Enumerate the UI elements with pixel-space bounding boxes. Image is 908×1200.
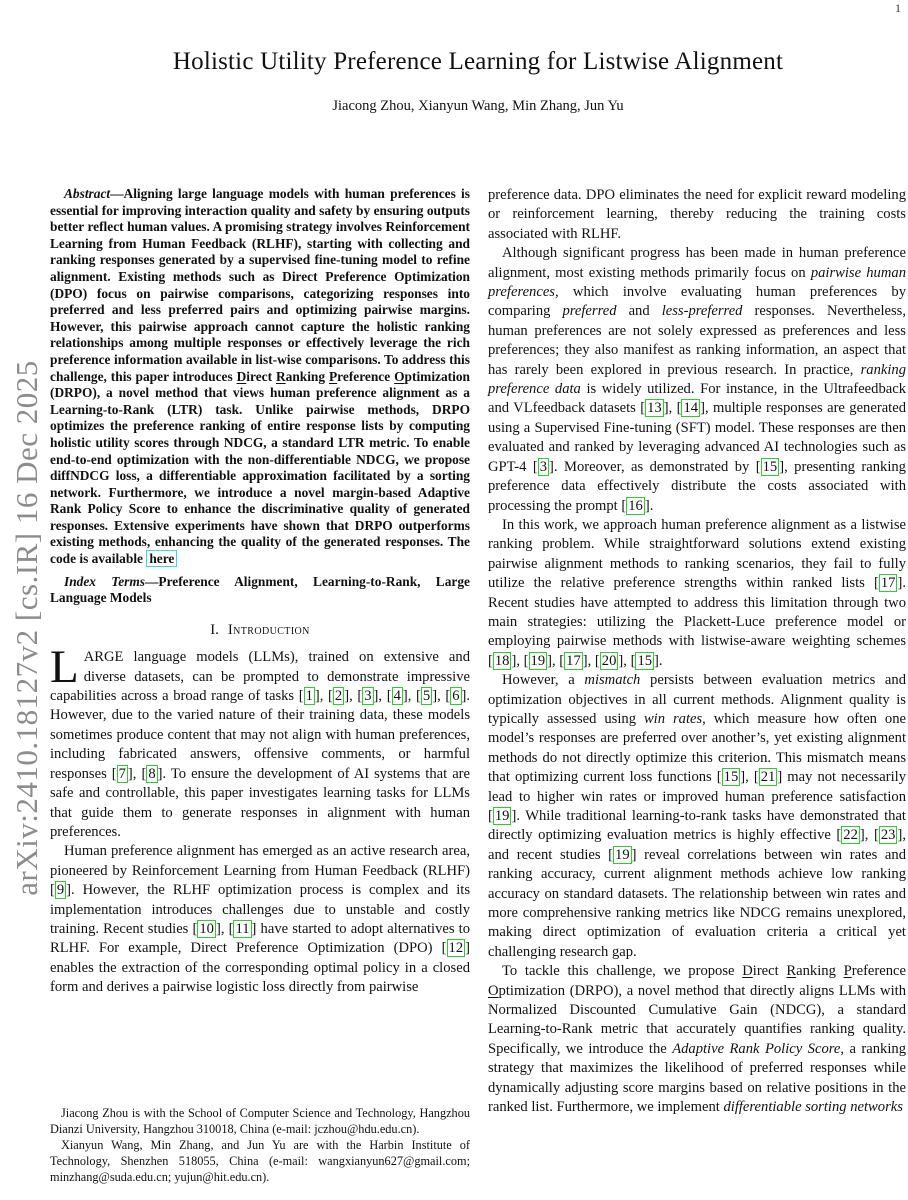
body-paragraph: In this work, we approach human preference alignment as a listwise ranking problem. While straightforward solutions extend existing pairwise alignment methods to ranking scenarios, they fail to fully utilize the relative preference strengths within ranked lists [ 17 ]. Recent studies have attempted to address this limitation through two main strategies: utilizing the Plackett-Luce preference model or employing pairwise methods with listwise-aware weighting schemes [ 18 ], [ 19 ], [ 17 ], [ 20 ], [ 15 ].	[488, 516, 906, 669]
author-affiliations	[50, 1106, 470, 1186]
underlined-letter: O	[394, 368, 405, 384]
author-list: Jiacong Zhou, Xianyun Wang, Min Zhang, Jun Yu	[332, 98, 624, 114]
underlined-letter: R	[275, 368, 286, 384]
intro-paragraph-1	[50, 641, 471, 842]
body-paragraph: However, a mismatch persists between evaluation metrics and optimization objectives in all current methods. Alignment quality is typically assessed using win rates, which measure how often one model’s responses are preferred over another’s, yet existing alignment methods do not directly optimize this criterion. This mismatch means that optimizing current loss functions [ 15 ], [ 21 ] may not necessarily lead to higher win rates or improved human preference satisfaction [ 19 ]. While traditional learning-to-rank tasks have demonstrated that directly optimizing evaluation metrics is highly effective [ 22 ], [ 23 ], and recent studies [ 19 ] reveal correlations between win rates and ranking accuracy, current alignment methods achieve low ranking accuracy on standard datasets. The relationship between win rates and more comprehensive ranking metrics like NDCG remains unexplored, making direct optimization of evaluation criteria a critical yet challenging research gap.	[488, 672, 907, 960]
body-paragraph: Although significant progress has been made in human preference alignment, most existing methods primarily focus on pairwise human preferences, which involve evaluating human preferences by comparing preferred and less-preferred responses. Nevertheless, human preferences are not solely expressed as preferences and less preferences; they also manifest as ranking information, an aspect that has rarely been explored in previous research. In practice, ranking preference data is widely utilized. For instance, in the Ultrafeedback and VLfeedback datasets [ 13 ], [ 14 ], multiple responses are generated using a Supervised Fine-tuning (SFT) model. These responses are then evaluated and ranked by leveraging advanced AI technologies such as GPT-4 [ 3 ]. Moreover, as demonstrated by [ 15 ], presenting ranking preference data effectively distribute the costs associated with processing the prompt [ 16 ].	[488, 245, 907, 514]
citation-ref-6[interactable]: 6	[452, 688, 460, 705]
body-paragraph: To tackle this challenge, we propose Direct Ranking Preference Optimization (DRPO), a novel method that directly aligns LLMs with Normalized Discounted Cumulative Gain (NDCG), a standard Learning-to-Rank metric that accurately quantifies ranking quality. Specifically, we introduce the Adaptive Rank Policy Score, a ranking strategy that maximizes the likelihood of preferred responses while dynamically adjusting score margins based on relative positions in the ranked list. Furthermore, we implement differentiable sorting networks	[488, 963, 906, 1116]
emphasized-text: preferred	[562, 303, 617, 320]
body-paragraph: preference data. DPO eliminates the need for explicit reward modeling or reinforcement learning, thereby reducing the training costs associated with RLHF.	[488, 187, 906, 242]
emphasized-text: mismatch	[584, 672, 641, 689]
citation-ref-16[interactable]: 16	[628, 497, 643, 514]
citation-ref-4[interactable]: 4	[393, 688, 401, 705]
dropcap-letter: L	[50, 641, 79, 694]
emphasized-text: less-preferred	[661, 303, 743, 320]
citation-ref-15[interactable]: 15	[762, 458, 778, 475]
paragraph-text: ARGE language models (LLMs), trained on extensive and diverse datasets, can be prompted to demonstrate impressive capabilities across a broad range of tasks [ 1 ], [ 2 ], [ 3 ], [ 4 ], [ 5 ], [ 6 ]. However, due to the varied nature of their training data, these models sometimes produce content that may not align with human preferences, including fabricated answers, offensive comments, or harmful responses [ 7 ], [ 8 ]. To ensure the development of AI systems that are safe and controllable, this paper investigates learning tasks for LLMs that guide them to generate responses in alignment with human preferences.	[50, 649, 471, 840]
section-number: I.	[210, 621, 219, 638]
citation-ref-2[interactable]: 2	[334, 688, 343, 705]
citation-ref-5[interactable]: 5	[422, 688, 431, 705]
citation-ref-8[interactable]: 8	[148, 765, 156, 782]
citation-ref-12[interactable]: 12	[448, 940, 464, 957]
right-column	[488, 186, 906, 1118]
underlined-letter: D	[742, 963, 753, 980]
citation-ref-7[interactable]: 7	[118, 765, 126, 782]
citation-ref-17[interactable]: 17	[880, 575, 896, 592]
citation-ref-17[interactable]: 17	[566, 652, 581, 669]
citation-ref-3[interactable]: 3	[539, 458, 548, 475]
citation-ref-23[interactable]: 23	[880, 827, 896, 844]
citation-ref-3[interactable]: 3	[364, 688, 372, 705]
underlined-letter: D	[236, 368, 247, 384]
section-heading-introduction	[50, 621, 470, 640]
paper-header	[50, 48, 906, 115]
arxiv-watermark: arXiv:2410.18127v2 [cs.IR] 16 Dec 2025	[9, 360, 44, 896]
citation-ref-15[interactable]: 15	[637, 652, 653, 669]
citation-ref-11[interactable]: 11	[235, 920, 250, 937]
emphasized-text: pairwise human preferences	[488, 264, 906, 301]
emphasized-text: ranking preference data	[488, 361, 906, 398]
underlined-letter: R	[786, 963, 797, 980]
citation-ref-1[interactable]: 1	[305, 688, 313, 705]
underlined-letter: P	[328, 368, 338, 384]
code-link[interactable]: here	[146, 550, 177, 567]
paper-title: Holistic Utility Preference Learning for Listwise Alignment	[172, 48, 784, 75]
citation-ref-14[interactable]: 14	[683, 400, 699, 417]
emphasized-text: Adaptive Rank Policy Score	[672, 1040, 841, 1057]
citation-ref-10[interactable]: 10	[199, 920, 214, 937]
citation-ref-15[interactable]: 15	[723, 769, 739, 786]
affiliation-footnote-2: Xianyun Wang, Min Zhang, and Jun Yu are with the Harbin Institute of Technology, Shenzhen 518055, China (e-mail: wangxianyun627@gmail.com; minzhang@suda.edu.cn; yujun@hit.edu.cn).	[50, 1137, 470, 1184]
citation-ref-19[interactable]: 19	[494, 808, 510, 824]
emphasized-text: Abstract	[64, 186, 111, 201]
citation-ref-22[interactable]: 22	[843, 827, 858, 844]
left-column	[50, 186, 470, 998]
citation-ref-19[interactable]: 19	[530, 652, 546, 669]
citation-ref-9[interactable]: 9	[56, 882, 65, 899]
citation-ref-13[interactable]: 13	[647, 400, 662, 417]
citation-ref-18[interactable]: 18	[494, 652, 510, 669]
citation-ref-19[interactable]: 19	[615, 846, 630, 863]
citation-ref-20[interactable]: 20	[601, 652, 617, 669]
underlined-letter: P	[843, 963, 852, 980]
underlined-letter: O	[488, 982, 499, 999]
abstract: Abstract—Aligning large language models with human preferences is essential for improving interaction quality and safety by ensuring outputs better reflect human values. A promising strategy involves Reinforcement Learning from Human Feedback (RLHF), starting with collecting and ranking responses generated by a supervised fine-tuning model to refine alignment. Existing methods such as Direct Preference Optimization (DPO) focus on pairwise comparisons, categorizing responses into preferred and less preferred pairs and optimizing pairwise margins. However, this pairwise approach cannot capture the holistic ranking relationships among multiple responses or effectively leverage the rich preference information available in list-wise comparisons. To address this challenge, this paper introduces Direct Ranking Preference Optimization (DRPO), a novel method that views human preference alignment as a Learning-to-Rank (LTR) task. Unlike pairwise methods, DRPO optimizes the preference ranking of entire response lists by computing holistic utility scores through NDCG, a standard LTR metric. To enable end-to-end optimization with the non-differentiable NDCG, we propose diffNDCG loss, a differentiable approximation facilitated by a sorting network. Furthermore, we introduce a novel margin-based Adaptive Rank Policy Score to enhance the discriminative quality of generated responses. Extensive experiments have shown that DRPO outperforms existing methods, enhancing the quality of the generated responses. The code is available here	[50, 186, 470, 567]
affiliation-footnote-1: Jiacong Zhou is with the School of Computer Science and Technology, Hangzhou Dianzi University, Hangzhou 310018, China (e-mail: jczhou@hdu.edu.cn).	[50, 1106, 470, 1136]
emphasized-text: differentiable sorting networks	[723, 1099, 903, 1116]
citation-ref-21[interactable]: 21	[760, 769, 776, 786]
emphasized-text: Index Terms	[64, 573, 145, 589]
index-terms: Index Terms—Preference Alignment, Learning-to-Rank, Large Language Models	[50, 573, 470, 606]
page-number: 1	[895, 1, 901, 15]
emphasized-text: win rates	[643, 710, 703, 727]
intro-paragraph-2: Human preference alignment has emerged as an active research area, pioneered by Reinforcement Learning from Human Feedback (RLHF) [ 9 ]. However, the RLHF optimization process is complex and its implementation introduces challenges due to unstable and costly training. Recent studies [ 10 ], [ 11 ] have started to adopt alternatives to RLHF. For example, Direct Preference Optimization (DPO) [ 12 ] enables the extraction of the corresponding optimal policy in a closed form and derives a pairwise logistic loss directly from pairwise	[50, 843, 471, 996]
section-title: Introduction	[227, 621, 310, 638]
